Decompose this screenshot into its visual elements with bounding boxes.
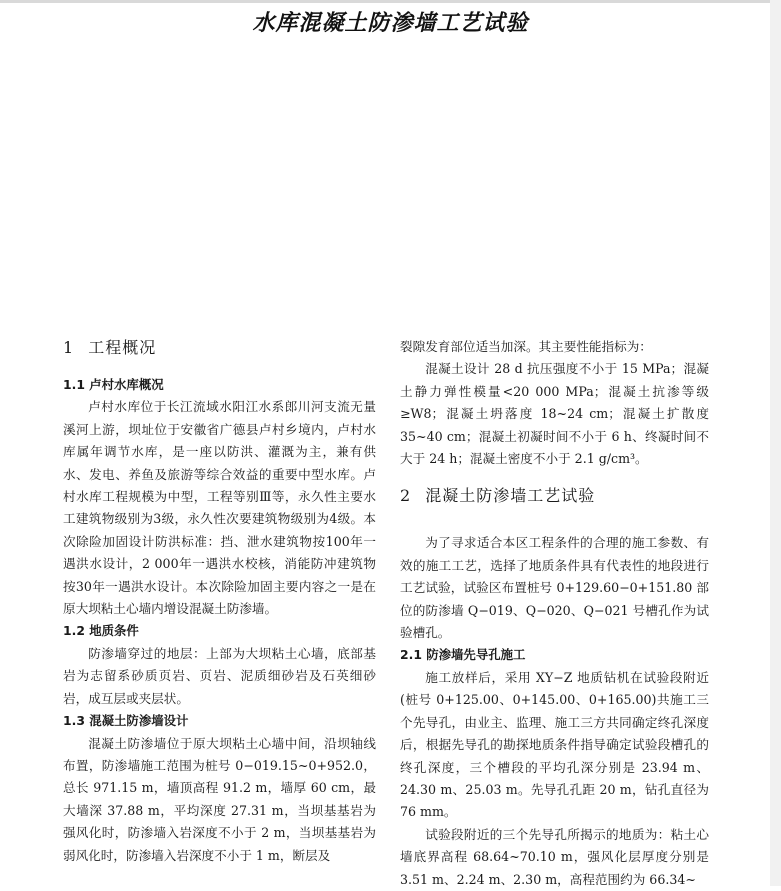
section-2-number: 2 (400, 486, 412, 506)
right-margin-strip (770, 0, 781, 886)
paragraph-2-1-a: 施工放样后，采用 XY−Z 地质钻机在试验段附近(桩号 0+125.00、0+145.00、0+165.00)共施工三个先导孔，由业主、监理、施工三方共同确定终孔深度后，根据先导孔的勘探地质条件指导确定试验段槽孔的终孔深度，三个槽段的平均孔深分别是 23.94 m、24.30 m、25.03 m。先导孔孔距 20 m，钻孔直径为 76 mm。 (400, 669, 709, 820)
subsection-1-3-heading: 1.3 混凝土防渗墙设计 (63, 713, 189, 729)
section-1-heading (63, 336, 376, 360)
paragraph-continued: 裂隙发育部位适当加深。其主要性能指标为： (400, 339, 652, 354)
left-column (63, 336, 376, 867)
section-1-title: 工程概况 (88, 338, 157, 357)
paper-title: 水库混凝土防渗墙工艺试验 (252, 11, 529, 36)
top-border (0, 0, 781, 3)
section-2-heading (400, 484, 709, 508)
subsection-1-1-heading: 1.1 卢村水库概况 (63, 377, 164, 392)
paragraph-2-intro: 为了寻求适合本区工程条件的合理的施工参数、有效的施工工艺，选择了地质条件具有代表性的地段进行工艺试验，试验区布置桩号 0+129.60−0+151.80 部位的防渗墙 Q−019、Q−020、Q−021 号槽孔作为试验槽孔。 (400, 535, 709, 641)
paragraph-1-3: 混凝土防渗墙位于原大坝粘土心墙中间，沿坝轴线布置，防渗墙施工范围为桩号 0−019.15~0+952.0，总长 971.15 m，墙顶高程 91.2 m，墙厚 60 cm，最大墙深 37.88 m，平均深度 27.31 m，当坝基基岩为强风化时，防渗墙入岩深度不小于 2 m，当坝基基岩为弱风化时，防渗墙入岩深度不小于 1 m，断层及 (63, 735, 376, 863)
section-1-number: 1 (63, 338, 75, 357)
right-column (400, 336, 709, 891)
paragraph-1-2: 防渗墙穿过的地层：上部为大坝粘土心墙，底部基岩为志留系砂质页岩、页岩、泥质细砂岩及石英细砂岩，成互层或夹层状。 (63, 645, 376, 706)
section-2-title: 混凝土防渗墙工艺试验 (425, 486, 596, 506)
paragraph-specifications: 混凝土设计 28 d 抗压强度不小于 15 MPa；混凝土静力弹性模量<20 000 MPa；混凝土抗渗等级≥W8；混凝土坍落度 18~24 cm；混凝土扩散度 35~40 cm；混凝土初凝时间不小于 6 h、终凝时间不大于 24 h；混凝土密度不小于 2.1 g/cm³。 (400, 361, 709, 467)
paragraph-1-1: 卢村水库位于长江流域水阳江水系郎川河支流无量溪河上游，坝址位于安徽省广德县卢村乡境内，卢村水库属年调节水库，是一座以防洪、灌溉为主，兼有供水、发电、养鱼及旅游等综合效益的重要中型水库。卢村水库工程规模为中型，工程等别Ⅲ等，永久性主要水工建筑物级别为3级，永久性次要建筑物级别为4级。本次除险加固设计防洪标准：挡、泄水建筑物按100年一遇洪水设计，2 000年一遇洪水校核，消能防冲建筑物按30年一遇洪水设计。本次除险加固主要内容之一是在原大坝粘土心墙内增设混凝土防渗墙。 (63, 399, 376, 617)
paragraph-2-1-b: 试验段附近的三个先导孔所揭示的地质为：粘土心墙底界高程 68.64~70.10 m，强风化层厚度分别是 3.51 m、2.24 m、2.30 m，高程范围约为 66.34~ (400, 826, 709, 887)
subsection-1-2-heading: 1.2 地质条件 (63, 623, 139, 639)
subsection-2-1-heading: 2.1 防渗墙先导孔施工 (400, 647, 526, 663)
